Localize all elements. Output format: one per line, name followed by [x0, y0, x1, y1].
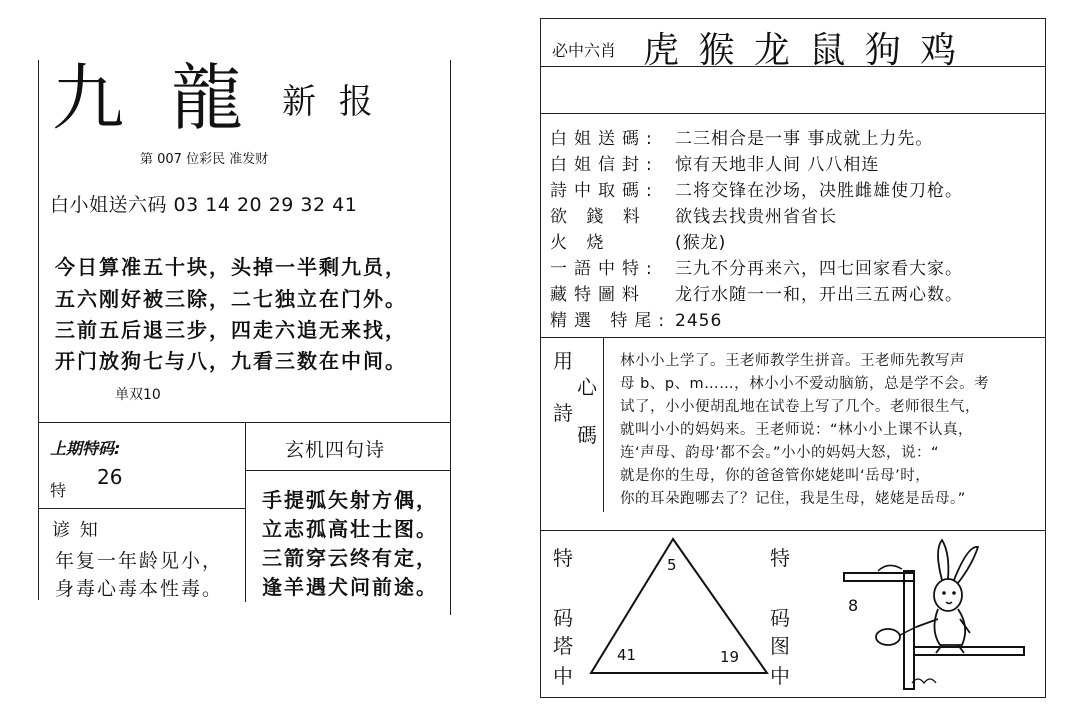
- row-label: 欲 錢 料: [550, 207, 647, 227]
- xuanji-line: 逢羊遇犬问前途。: [262, 575, 438, 599]
- divider: [540, 113, 1045, 114]
- info-row: [550, 228, 726, 253]
- story-line: 林小小上学了。王老师教学生拼音。王老师先教写声: [620, 353, 965, 369]
- row-label: 精選 特尾:: [550, 311, 672, 331]
- story-line: 就叫小小的妈妈来。王老师说：“林小小上课不认真，: [620, 422, 974, 438]
- row-value: 欲钱去找贵州省省长: [675, 207, 837, 227]
- row-value: 三九不分再来六，四七回家看大家。: [675, 259, 963, 279]
- story-line: 母 b、p、m……，林小小不爱动脑筋，总是学不会。考: [620, 376, 990, 392]
- xuanji-line: 手提弧矢射方偶，: [262, 488, 438, 512]
- figure-label-char: 图: [770, 634, 790, 658]
- left-page-border: [38, 60, 39, 600]
- row-value: (猴龙): [675, 233, 727, 253]
- row-label: 白姐送碼:: [550, 129, 659, 149]
- issue-line: 第 007 位彩民 准发财: [140, 152, 269, 167]
- right-page-border: [540, 18, 1045, 19]
- danshuang-text: 单双10: [115, 387, 161, 403]
- poem-line: 五六刚好被三除，二七独立在门外。: [55, 287, 407, 311]
- newspaper-subtitle: 新 报: [282, 82, 379, 122]
- triangle-shape: [585, 535, 775, 680]
- row-value: 龙行水随一一和，开出三五两心数。: [675, 285, 963, 305]
- info-row: [550, 306, 722, 331]
- story-line: 试了，小小便胡乱地在试卷上写了几个。老师很生气，: [620, 399, 980, 415]
- row-value: 二将交锋在沙场，决胜雌雄使刀枪。: [675, 181, 963, 201]
- yuzhi-line: 身毒心毒本性毒。: [55, 578, 224, 600]
- xuanji-title: 玄机四句诗: [285, 439, 386, 461]
- divider: [38, 422, 450, 423]
- divider: [603, 337, 604, 512]
- yongxin-char: 心: [577, 375, 597, 399]
- divider: [38, 508, 245, 509]
- row-label: 詩中取碼:: [550, 181, 659, 201]
- info-row: [550, 124, 933, 149]
- row-label: 白姐信封:: [550, 155, 659, 175]
- info-row: [550, 280, 963, 305]
- bai-xiaojie-numbers: 白小姐送六码 03 14 20 29 32 41: [50, 194, 358, 216]
- yuzhi-line: 年复一年龄见小，: [55, 550, 224, 572]
- divider: [245, 470, 450, 471]
- figure-number: 8: [848, 596, 859, 615]
- rabbit-figure-icon: [838, 535, 1038, 690]
- tower-number-left: 41: [617, 646, 637, 664]
- row-label: 火 烧: [550, 233, 611, 253]
- last-special-value: 26: [97, 465, 123, 489]
- newspaper-title: 九 龍: [52, 56, 255, 140]
- tower-label-char: 码: [553, 606, 573, 630]
- row-value: 二三相合是一事 事成就上力先。: [675, 129, 934, 149]
- info-row: [550, 202, 837, 227]
- right-page-border: [540, 697, 1045, 698]
- poem-line: 开门放狗七与八，九看三数在中间。: [55, 349, 407, 373]
- row-value: 2456: [675, 311, 723, 331]
- right-page-border: [540, 18, 541, 698]
- right-page-border: [1045, 18, 1046, 698]
- row-label: 藏特圖料: [550, 285, 646, 305]
- yongxin-char: 碼: [577, 423, 597, 447]
- left-page-border: [450, 60, 451, 615]
- zodiac-list: 虎 猴 龙 鼠 狗 鸡: [643, 30, 961, 71]
- row-label: 一語中特:: [550, 259, 659, 279]
- info-row: [550, 254, 963, 279]
- bizhong-label: 必中六肖: [552, 41, 617, 60]
- yongxin-char: 用: [553, 349, 573, 373]
- xuanji-line: 立志孤高壮士图。: [262, 517, 438, 541]
- tower-number-top: 5: [667, 556, 677, 574]
- divider: [540, 337, 1045, 338]
- te-label: 特: [50, 481, 67, 500]
- tower-number-right: 19: [720, 648, 740, 666]
- yongxin-char: 詩: [553, 401, 573, 425]
- tower-label-char: 塔: [553, 634, 573, 658]
- divider: [540, 530, 1045, 531]
- divider: [245, 422, 246, 602]
- last-special-label: 上期特码:: [50, 439, 121, 458]
- story-line: 连‘声母、韵母’都不会。”小小的妈妈大怒，说：“: [620, 445, 939, 461]
- info-row: [550, 176, 963, 201]
- figure-label-char: 特: [770, 546, 790, 570]
- story-line: 就是你的生母，你的爸爸管你姥姥叫‘岳母’时，: [620, 468, 931, 484]
- story-line: 你的耳朵跑哪去了？记住，我是生母，姥姥是岳母。”: [620, 491, 966, 507]
- poem-line: 三前五后退三步，四走六追无来找，: [55, 318, 407, 342]
- info-row: [550, 150, 879, 175]
- tower-label-char: 特: [553, 546, 573, 570]
- xuanji-line: 三箭穿云终有定，: [262, 546, 438, 570]
- poem-line: 今日算准五十块，头掉一半剩九员，: [55, 255, 407, 279]
- yuzhi-title: 谚 知: [52, 520, 100, 541]
- row-value: 惊有天地非人间 八八相连: [675, 155, 880, 175]
- tower-label-char: 中: [553, 664, 573, 688]
- figure-label-char: 码: [770, 606, 790, 630]
- figure-label-char: 中: [770, 664, 790, 688]
